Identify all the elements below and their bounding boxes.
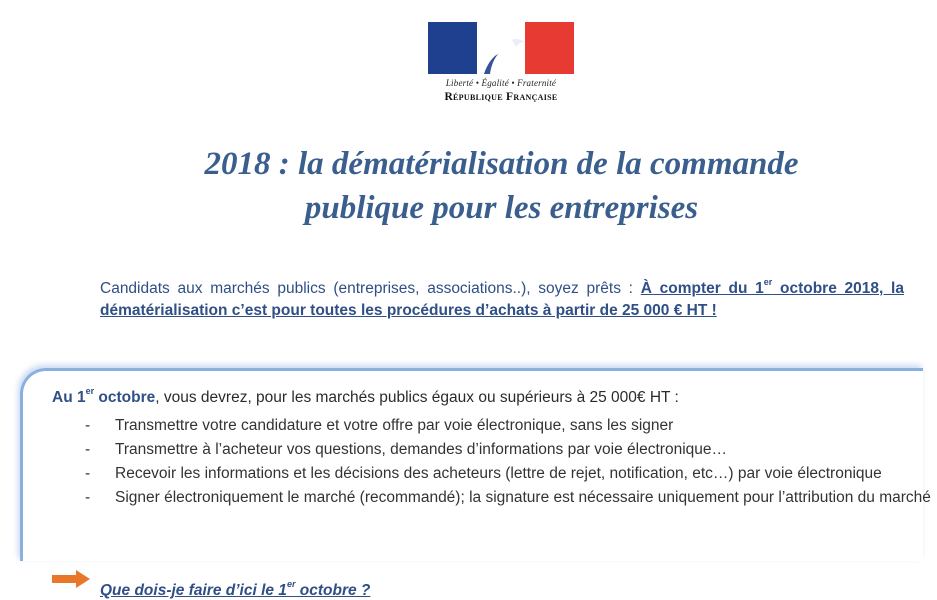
list-item-text: Transmettre votre candidature et votre offre par voie électronique, sans les signer — [115, 417, 674, 434]
intro-plain-text: Candidats aux marchés publics (entreprises, associations..), soyez prêts : — [100, 280, 641, 297]
republic-name: République Française — [444, 91, 558, 103]
list-item-text: Recevoir les informations et les décisions des acheteurs (lettre de rejet, notification, etc…) par voie électronique — [115, 465, 882, 482]
list-item-text: Signer électroniquement le marché (recommandé); la signature est nécessaire uniquement pour l’attribution du marché — [115, 489, 931, 506]
bullet-dash: - — [85, 465, 91, 482]
question-after: octobre ? — [295, 582, 371, 599]
intro-paragraph — [100, 278, 904, 322]
bullet-dash: - — [85, 417, 91, 434]
bullet-dash: - — [85, 441, 91, 458]
intro-highlight-after: octobre 2018, la dématérialisation c’est pour toutes les procédures d’achats à partir de 25 000 € HT ! — [100, 280, 904, 319]
republique-francaise-logo — [428, 22, 574, 103]
marianne-flag-emblem — [428, 22, 574, 74]
list-item-text: Transmettre à l’acheteur vos questions, demandes d’informations par voie électronique… — [115, 441, 727, 458]
bullet-dash: - — [85, 489, 91, 506]
lead-date-sup: er — [85, 385, 95, 396]
title-line-2: publique pour les entreprises — [304, 190, 699, 226]
list-item — [85, 414, 931, 438]
question-sup: er — [286, 578, 296, 589]
lead-date-octobre: octobre — [94, 389, 156, 406]
intro-highlight-before: À compter du 1 — [640, 280, 764, 297]
intro-highlight-sup: er — [763, 276, 773, 287]
question-before: Que dois-je faire d’ici le 1 — [100, 582, 287, 599]
list-item — [85, 486, 931, 510]
orange-arrow-icon — [52, 570, 92, 588]
marianne-icon — [428, 22, 574, 74]
lead-date-au: Au 1 — [52, 389, 86, 406]
republic-motto: Liberté • Égalité • Fraternité — [445, 78, 557, 88]
obligations-lead — [52, 387, 932, 409]
list-item — [85, 462, 931, 486]
title-line-1: 2018 : la dématérialisation de la commande — [204, 146, 799, 182]
lead-rest: , vous devrez, pour les marchés publics égaux ou supérieurs à 25 000€ HT : — [155, 389, 679, 406]
obligations-list — [85, 414, 931, 510]
list-item — [85, 438, 931, 462]
page-title — [0, 142, 937, 230]
section-question — [100, 578, 371, 600]
